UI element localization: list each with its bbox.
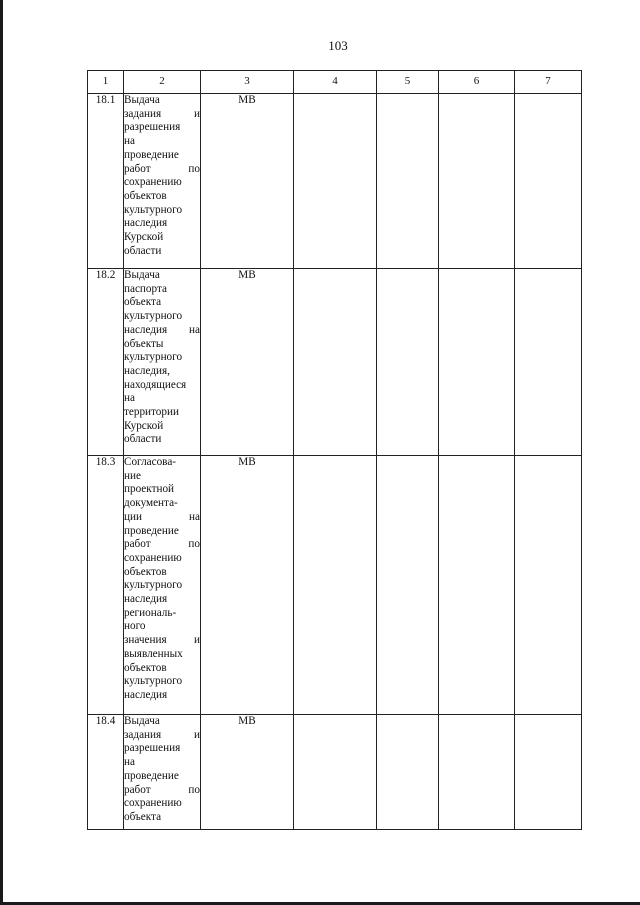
empty-cell-col-7 bbox=[515, 715, 582, 830]
service-name-line: культурного bbox=[124, 310, 183, 323]
service-name-line: объекты bbox=[124, 337, 164, 350]
row-number: 18.1 bbox=[88, 94, 124, 269]
service-name-line: задания и bbox=[124, 107, 200, 120]
service-name-line: области bbox=[124, 244, 162, 257]
service-name-line: находящиеся bbox=[124, 378, 187, 391]
service-name-cell bbox=[124, 456, 201, 715]
service-name-line: региональ- bbox=[124, 606, 177, 619]
service-name-line: работ по bbox=[124, 783, 200, 796]
table-row bbox=[88, 715, 582, 830]
service-name-line: наследия на bbox=[124, 323, 200, 336]
empty-cell-col-4 bbox=[294, 94, 377, 269]
column-header-1: 1 bbox=[88, 71, 124, 94]
service-name-line: культурного bbox=[124, 579, 183, 592]
responsible-code: МВ bbox=[201, 715, 294, 830]
service-name-line: задания и bbox=[124, 728, 200, 741]
table-row bbox=[88, 94, 582, 269]
service-name-line: наследия bbox=[124, 217, 168, 230]
service-name-line: объектов bbox=[124, 189, 167, 202]
service-name-line: Согласова- bbox=[124, 456, 177, 468]
empty-cell-col-7 bbox=[515, 94, 582, 269]
responsible-code: МВ bbox=[201, 456, 294, 715]
page-number: 103 bbox=[328, 38, 348, 53]
service-name-line: объекта bbox=[124, 296, 162, 309]
service-name-line: проведение bbox=[124, 148, 179, 161]
responsible-code: МВ bbox=[201, 94, 294, 269]
service-name-cell bbox=[124, 94, 201, 269]
column-header-5: 5 bbox=[377, 71, 439, 94]
table-row bbox=[88, 456, 582, 715]
service-name-line: сохранению bbox=[124, 551, 182, 564]
column-header-7: 7 bbox=[515, 71, 582, 94]
service-name-line: на bbox=[124, 756, 135, 769]
service-name-line: на bbox=[124, 392, 135, 405]
service-name-line: документа- bbox=[124, 497, 178, 510]
empty-cell-col-7 bbox=[515, 456, 582, 715]
empty-cell-col-4 bbox=[294, 715, 377, 830]
service-name-line: сохранению bbox=[124, 176, 182, 189]
service-name-line: объекта bbox=[124, 810, 162, 823]
service-name-line: объектов bbox=[124, 565, 167, 578]
service-name-line: Выдача bbox=[124, 269, 160, 281]
service-name-line: Выдача bbox=[124, 715, 160, 727]
empty-cell-col-5 bbox=[377, 456, 439, 715]
row-number: 18.4 bbox=[88, 715, 124, 830]
service-name-line: выявленных bbox=[124, 647, 183, 660]
service-name-cell bbox=[124, 269, 201, 456]
header-row bbox=[88, 71, 582, 94]
service-name-line: культурного bbox=[124, 675, 183, 688]
service-name-line: Курской bbox=[124, 231, 164, 244]
service-name-line: работ по bbox=[124, 162, 200, 175]
service-name-line: проектной bbox=[124, 483, 175, 496]
empty-cell-col-5 bbox=[377, 269, 439, 456]
service-name-line: работ по bbox=[124, 538, 200, 551]
service-name-line: наследия bbox=[124, 688, 168, 701]
column-header-3: 3 bbox=[201, 71, 294, 94]
row-number: 18.2 bbox=[88, 269, 124, 456]
service-name-line: ние bbox=[124, 469, 141, 482]
empty-cell-col-6 bbox=[439, 269, 515, 456]
scan-edge-left bbox=[0, 0, 3, 905]
empty-cell-col-6 bbox=[439, 94, 515, 269]
service-name-line: объектов bbox=[124, 661, 167, 674]
row-number: 18.3 bbox=[88, 456, 124, 715]
service-name-cell bbox=[124, 715, 201, 830]
service-name-line: территории bbox=[124, 406, 179, 419]
services-table bbox=[87, 70, 582, 830]
empty-cell-col-5 bbox=[377, 94, 439, 269]
service-name-line: культурного bbox=[124, 203, 183, 216]
empty-cell-col-4 bbox=[294, 269, 377, 456]
service-name-line: культурного bbox=[124, 351, 183, 364]
service-name-line: Выдача bbox=[124, 94, 160, 106]
service-name-line: значения и bbox=[124, 634, 200, 647]
service-name-line: на bbox=[124, 135, 135, 148]
column-header-2: 2 bbox=[124, 71, 201, 94]
service-name-line: Курской bbox=[124, 419, 164, 432]
service-name-line: проведение bbox=[124, 524, 179, 537]
empty-cell-col-4 bbox=[294, 456, 377, 715]
service-name-line: области bbox=[124, 433, 162, 446]
empty-cell-col-5 bbox=[377, 715, 439, 830]
service-name-line: сохранению bbox=[124, 797, 182, 810]
service-name-line: разрешения bbox=[124, 742, 181, 755]
empty-cell-col-6 bbox=[439, 715, 515, 830]
column-header-6: 6 bbox=[439, 71, 515, 94]
service-name-line: ции на bbox=[124, 510, 200, 523]
service-name-line: проведение bbox=[124, 769, 179, 782]
service-name-line: ного bbox=[124, 620, 146, 633]
service-name-line: наследия, bbox=[124, 364, 170, 377]
service-name-line: разрешения bbox=[124, 121, 181, 134]
service-name-line: наследия bbox=[124, 593, 168, 606]
responsible-code: МВ bbox=[201, 269, 294, 456]
empty-cell-col-6 bbox=[439, 456, 515, 715]
service-name-line: паспорта bbox=[124, 282, 167, 295]
empty-cell-col-7 bbox=[515, 269, 582, 456]
table-row bbox=[88, 269, 582, 456]
column-header-4: 4 bbox=[294, 71, 377, 94]
